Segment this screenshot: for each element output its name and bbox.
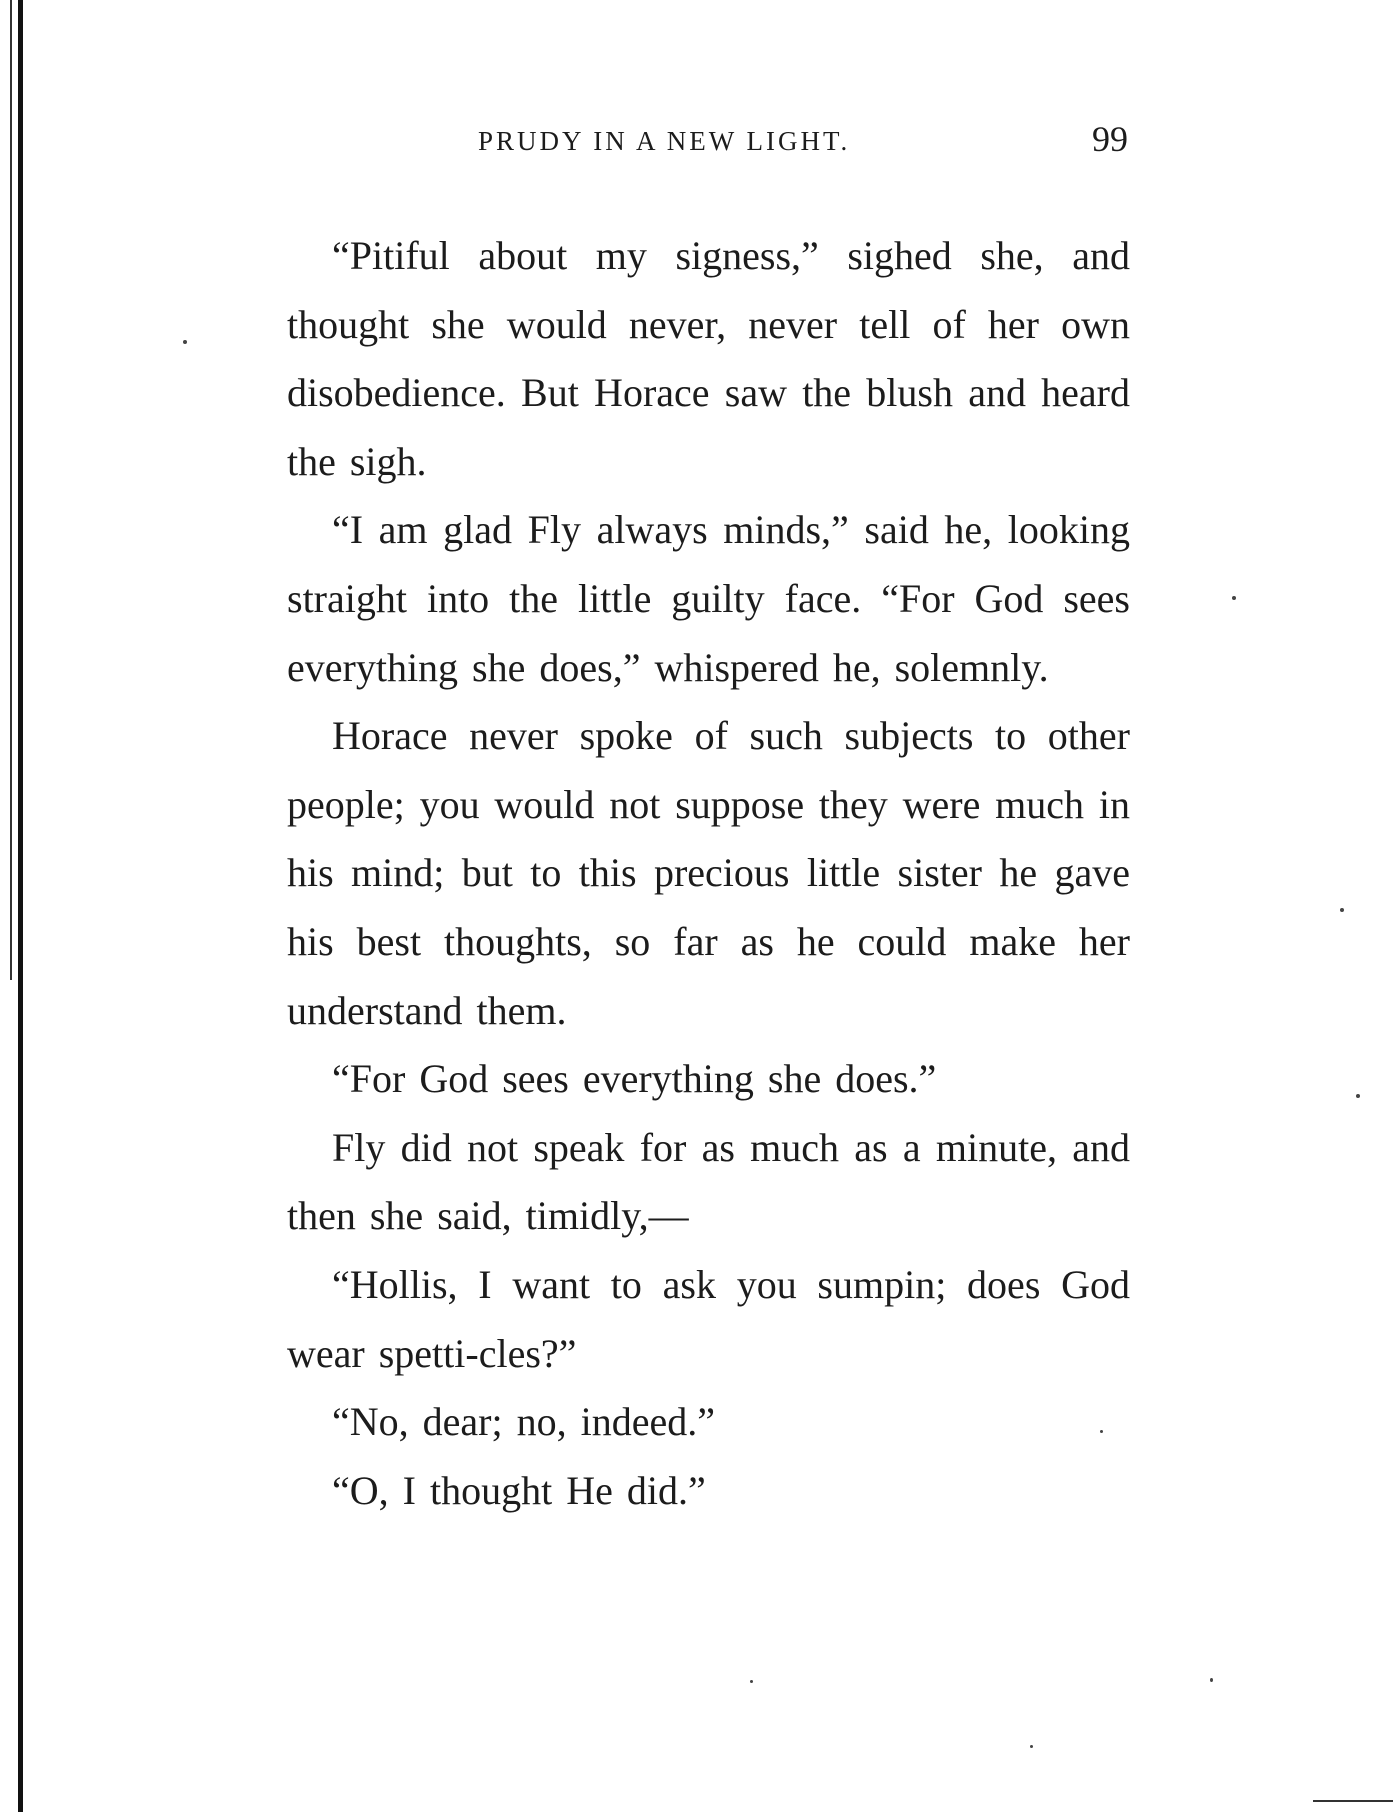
paragraph-7: “No, dear; no, indeed.”: [332, 1399, 715, 1445]
body-text: [287, 222, 1130, 1525]
speck: [1100, 1430, 1103, 1433]
speck: [750, 1680, 753, 1683]
paragraph-5: Fly did not speak for as much as a minute, and then she said, timidly,—: [287, 1124, 1130, 1239]
paragraph-2: “I am glad Fly always minds,” said he, looking straight into the little guilty face. “For God sees everything she does,” whispered he, solemnly.: [287, 507, 1130, 690]
binding-edge-shadow: [18, 0, 23, 1812]
paragraph-6: “Hollis, I want to ask you sumpin; does God wear spetti-cles?”: [287, 1261, 1130, 1376]
paragraph-3: Horace never spoke of such subjects to other people; you would not suppose they were much in his mind; but to this precious little sister he gave his best thoughts, so far as he could make her understand them.: [287, 713, 1130, 1033]
speck: [1232, 596, 1236, 600]
page-header: [478, 118, 1128, 168]
paragraph-8: “O, I thought He did.”: [332, 1467, 706, 1513]
speck: [1030, 1745, 1033, 1748]
binding-edge-line: [10, 0, 12, 980]
running-head: PRUDY IN A NEW LIGHT.: [478, 126, 851, 156]
page-number: 99: [1092, 119, 1128, 159]
speck: [1340, 908, 1344, 912]
speck: [183, 340, 187, 344]
paragraph-4: “For God sees everything she does.”: [332, 1056, 937, 1102]
speck: [1210, 1678, 1213, 1682]
speck: [1356, 1094, 1360, 1098]
paragraph-1: “Pitiful about my signess,” sighed she, and thought she would never, never tell of her own disobedience. But Horace saw the blush and heard the sigh.: [287, 233, 1130, 484]
footer-rule: [1313, 1800, 1393, 1802]
